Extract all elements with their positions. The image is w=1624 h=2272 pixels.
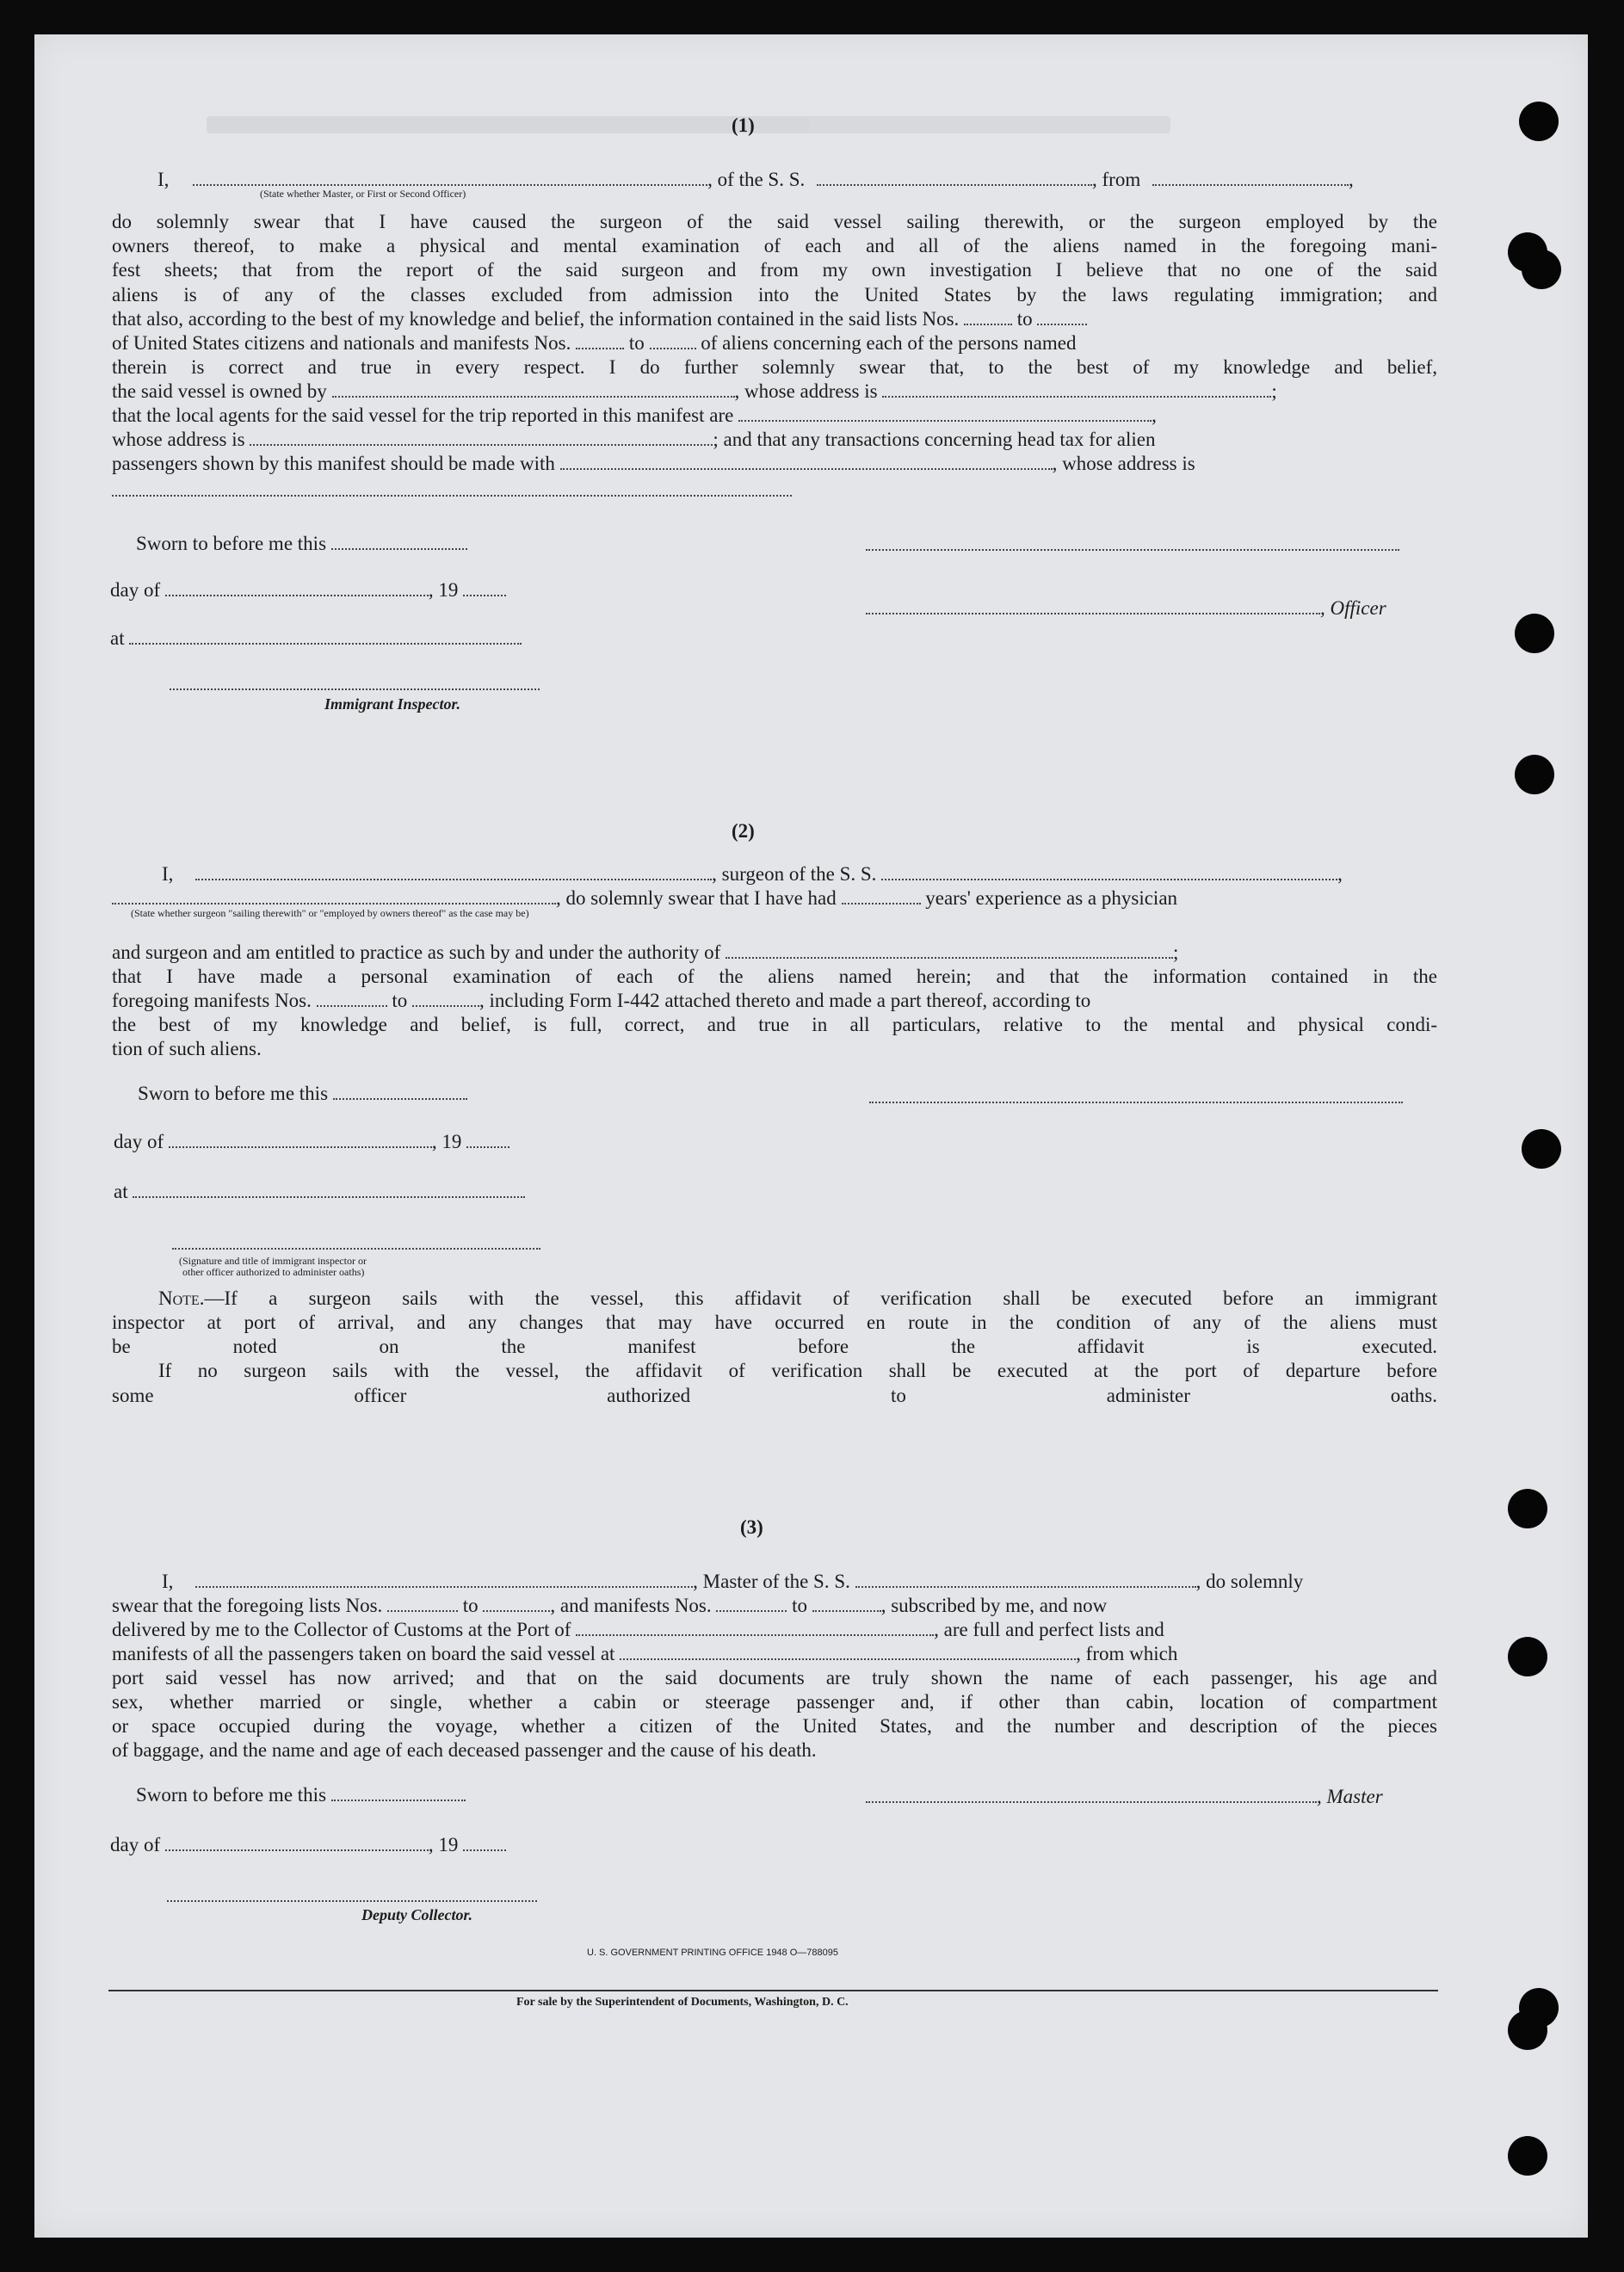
note-line: be noted on the manifest before the affidavit is executed. [112, 1336, 1437, 1358]
master-title-note: (State whether Master, or First or Second Officer) [260, 188, 466, 200]
text: , 19 [428, 1834, 459, 1855]
section-2-note [112, 1287, 1437, 1408]
sworn-date-field[interactable] [331, 533, 467, 550]
text: , whose address is [1052, 453, 1195, 474]
text: day of [110, 579, 161, 601]
text: , from which [1076, 1643, 1178, 1664]
text: , [1337, 863, 1343, 885]
surgeon-status-field[interactable] [112, 887, 556, 904]
text: Sworn to before me this [136, 533, 327, 554]
body-line: aliens is of any of the classes excluded from admission into the United States by the laws regulating immigration; and [112, 283, 1437, 306]
text: , do solemnly swear that I have had [556, 887, 837, 909]
surgeon-name-field[interactable] [195, 863, 712, 880]
note-line [112, 1287, 1437, 1311]
lists-to-field[interactable] [1037, 308, 1087, 325]
departure-port-field[interactable] [1152, 169, 1349, 186]
immigrant-inspector-caption: Immigrant Inspector. [324, 695, 461, 713]
text: , [1152, 404, 1157, 426]
sworn-date-field[interactable] [333, 1083, 467, 1100]
section-1-agents-line [112, 404, 1157, 428]
month-field[interactable] [165, 579, 429, 596]
body-line: sex, whether married or single, whether a cabin or steerage passenger and, if other than cabin, location of compartment [112, 1691, 1437, 1713]
body-line: therein is correct and true in every respect. I do further solemnly swear that, to the best of my knowledge and belief, [112, 356, 1437, 378]
section-3-line-1 [162, 1570, 1303, 1594]
section-3-body [112, 1666, 1437, 1739]
owner-field[interactable] [332, 380, 735, 398]
section-3-line-3 [112, 1618, 1164, 1642]
signature-note-2: other officer authorized to administer oaths) [182, 1266, 365, 1278]
section-3-number: (3) [740, 1516, 763, 1538]
manifests-from-field[interactable] [576, 332, 624, 349]
section-1-body [112, 210, 1437, 307]
lists-from-field[interactable] [964, 308, 1012, 325]
text: I, [157, 169, 170, 190]
deputy-collector-caption: Deputy Collector. [361, 1906, 472, 1923]
body-line: owners thereof, to make a physical and mental examination of each and all of the aliens named in the foregoing mani- [112, 235, 1437, 257]
text: , [1348, 169, 1354, 190]
text: , subscribed by me, and now [880, 1595, 1108, 1616]
text: to [1016, 308, 1033, 330]
surgeon-manifests-to-field[interactable] [412, 990, 479, 1007]
surgeon-ship-field[interactable] [881, 863, 1337, 880]
text: passengers shown by this manifest should be made with [112, 453, 555, 474]
body-line: port said vessel has now arrived; and that on the said documents are truly shown the name of each passenger, his age and [112, 1667, 1437, 1689]
text: day of [114, 1131, 164, 1152]
punch-hole [1508, 1489, 1547, 1528]
punch-hole [1522, 1129, 1561, 1169]
text: to [462, 1595, 479, 1616]
section-1-therein [112, 355, 1437, 380]
text: day of [110, 1834, 161, 1855]
for-sale-notice: For sale by the Superintendent of Documents, Washington, D. C. [516, 1996, 849, 2009]
section-2-authority-line [112, 941, 1178, 965]
officer-signature-line-1[interactable] [866, 549, 1399, 551]
text: , Officer [1320, 597, 1386, 619]
ship-name-field[interactable] [817, 169, 1092, 186]
section-3-sworn [136, 1783, 466, 1807]
body-line: the best of my knowledge and belief, is full, correct, and true in all particulars, relative to the mental and physical condi- [112, 1014, 1437, 1035]
section-1-number: (1) [732, 114, 755, 136]
section-1-sworn [136, 532, 467, 556]
master-ship-field[interactable] [855, 1571, 1196, 1588]
body-line: fest sheets; that from the report of the said surgeon and from my own investigation I believe that no one of the said [112, 259, 1437, 281]
month-field[interactable] [169, 1131, 432, 1148]
punch-hole [1508, 2010, 1547, 2050]
printing-office-imprint: U. S. GOVERNMENT PRINTING OFFICE 1948 O—788095 [587, 1948, 838, 1958]
manifests-from-field[interactable] [716, 1595, 787, 1612]
section-3-line-2 [112, 1594, 1107, 1618]
punch-hole [1519, 102, 1559, 141]
text: I, [162, 1571, 174, 1592]
surgeon-manifests-from-field[interactable] [317, 990, 387, 1007]
section-1-at [110, 627, 522, 651]
section-2-day-of [114, 1130, 509, 1154]
place-field[interactable] [129, 627, 522, 645]
agents-address-field[interactable] [250, 429, 713, 446]
section-1-day-of [110, 578, 506, 602]
text: years' experience as a physician [925, 887, 1178, 909]
text: , from [1092, 169, 1141, 190]
note-line: If no surgeon sails with the vessel, the affidavit of verification shall be executed at the port of departure before [158, 1360, 1437, 1382]
note-line: some officer authorized to administer oaths. [112, 1384, 1437, 1406]
boarding-port-field[interactable] [620, 1643, 1076, 1660]
surgeon-status-note: (State whether surgeon "sailing therewith" or "employed by owners thereof" as the case may be) [131, 907, 529, 919]
text: whose address is [112, 429, 245, 450]
section-2-line-1 [162, 862, 1343, 886]
section-1-passengers-line [112, 452, 1195, 476]
text: , surgeon of the S. S. [712, 863, 877, 885]
inspector-signature-line[interactable] [170, 688, 540, 690]
text: , 19 [431, 1131, 462, 1152]
licensing-authority-field[interactable] [726, 942, 1173, 959]
owner-address-field[interactable] [882, 380, 1271, 398]
section-2-at [114, 1180, 525, 1204]
section-3-line-4 [112, 1642, 1177, 1666]
text: swear that the foregoing lists Nos. [112, 1595, 383, 1616]
punch-hole [1515, 614, 1554, 653]
local-agents-field[interactable] [738, 404, 1152, 422]
section-2-foregoing-line [112, 989, 1090, 1013]
body-line: or space occupied during the voyage, whether a citizen of the United States, and the number and description of the pieces [112, 1715, 1437, 1738]
years-experience-field[interactable] [842, 887, 921, 904]
section-2-number: (2) [732, 820, 755, 842]
section-1-citizens-line [112, 331, 1076, 355]
text: , Master [1317, 1786, 1383, 1807]
punch-hole [1508, 2136, 1547, 2176]
signature-note-1: (Signature and title of immigrant inspector or [179, 1255, 367, 1267]
text: , Master of the S. S. [693, 1571, 850, 1592]
head-tax-address-field[interactable] [112, 495, 792, 497]
text: Sworn to before me this [138, 1083, 329, 1104]
text: ; [1173, 942, 1179, 963]
text: ; [1271, 380, 1277, 402]
show-through-bleed [809, 116, 1170, 133]
body-line: that I have made a personal examination of each of the aliens named herein; and that the information contained in the [112, 966, 1437, 987]
punch-hole [1522, 250, 1561, 289]
officer-signature-field[interactable] [866, 597, 1320, 614]
text: , including Form I-442 attached thereto and made a part thereof, according to [479, 990, 1091, 1011]
lists-to-field[interactable] [483, 1595, 550, 1612]
section-2-personal [112, 965, 1437, 989]
section-2-sworn [138, 1082, 467, 1106]
text: , of the S. S. [707, 169, 806, 190]
surgeon-signature-line[interactable] [869, 1102, 1403, 1103]
lists-from-field[interactable] [387, 1595, 458, 1612]
manifests-to-field[interactable] [650, 332, 696, 349]
collector-port-field[interactable] [576, 1619, 934, 1636]
text: at [110, 627, 125, 649]
month-field[interactable] [165, 1834, 429, 1851]
text: , are full and perfect lists and [934, 1619, 1164, 1640]
year-field[interactable] [466, 1131, 509, 1148]
head-tax-field[interactable] [560, 453, 1053, 470]
section-3-last-line: of baggage, and the name and age of each deceased passenger and the cause of his death. [112, 1739, 817, 1761]
note-label: Note. [158, 1287, 205, 1309]
year-field[interactable] [463, 579, 506, 596]
punch-hole [1508, 1637, 1547, 1676]
collector-signature-line[interactable] [167, 1900, 537, 1902]
section-1-owned-line [112, 380, 1277, 404]
year-field[interactable] [463, 1834, 506, 1851]
text: manifests of all the passengers taken on board the said vessel at [112, 1643, 615, 1664]
section-3-day-of [110, 1833, 506, 1857]
place-field[interactable] [133, 1181, 525, 1198]
text: —If a surgeon sails with the vessel, this affidavit of verification shall be executed before an immigrant [204, 1287, 1437, 1309]
section-1-address-line [112, 428, 1155, 452]
master-name-field[interactable] [195, 1571, 693, 1588]
inspector-signature-line[interactable] [172, 1248, 540, 1250]
text: I, [162, 863, 174, 885]
note-line: inspector at port of arrival, and any changes that may have occurred en route in the condition of any of the aliens must [112, 1312, 1437, 1334]
master-title-field[interactable] [193, 169, 707, 186]
text: to [628, 332, 645, 354]
text: that the local agents for the said vessel for the trip reported in this manifest are [112, 404, 734, 426]
text: and surgeon and am entitled to practice as such by and under the authority of [112, 942, 721, 963]
master-signature-field[interactable] [866, 1786, 1317, 1803]
text: that also, according to the best of my knowledge and belief, the information contained in the said lists Nos. [112, 308, 960, 330]
section-1-officer [866, 596, 1386, 620]
section-2-such: tion of such aliens. [112, 1038, 262, 1059]
section-1-lists-line [112, 307, 1087, 331]
text: Sworn to before me this [136, 1784, 327, 1806]
section-3-master [866, 1785, 1383, 1809]
manifests-to-field[interactable] [812, 1595, 881, 1612]
text: , 19 [428, 579, 459, 601]
text: ; and that any transactions concerning head tax for alien [713, 429, 1156, 450]
text: to [792, 1595, 807, 1616]
text: , and manifests Nos. [550, 1595, 712, 1616]
text: of United States citizens and nationals and manifests Nos. [112, 332, 571, 354]
text: to [392, 990, 408, 1011]
text: the said vessel is owned by [112, 380, 327, 402]
text: , do solemnly [1195, 1571, 1304, 1592]
body-line: do solemnly swear that I have caused the surgeon of the said vessel sailing therewith, or the surgeon employed by the [112, 211, 1437, 232]
sworn-date-field[interactable] [331, 1784, 466, 1801]
text: of aliens concerning each of the persons named [701, 332, 1077, 354]
manifest-page [34, 34, 1588, 2238]
text: at [114, 1181, 128, 1202]
footer-rule [108, 1990, 1438, 1991]
punch-hole [1515, 755, 1554, 794]
text: , whose address is [734, 380, 878, 402]
text: foregoing manifests Nos. [112, 990, 312, 1011]
text: delivered by me to the Collector of Customs at the Port of [112, 1619, 571, 1640]
section-2-best [112, 1013, 1437, 1037]
